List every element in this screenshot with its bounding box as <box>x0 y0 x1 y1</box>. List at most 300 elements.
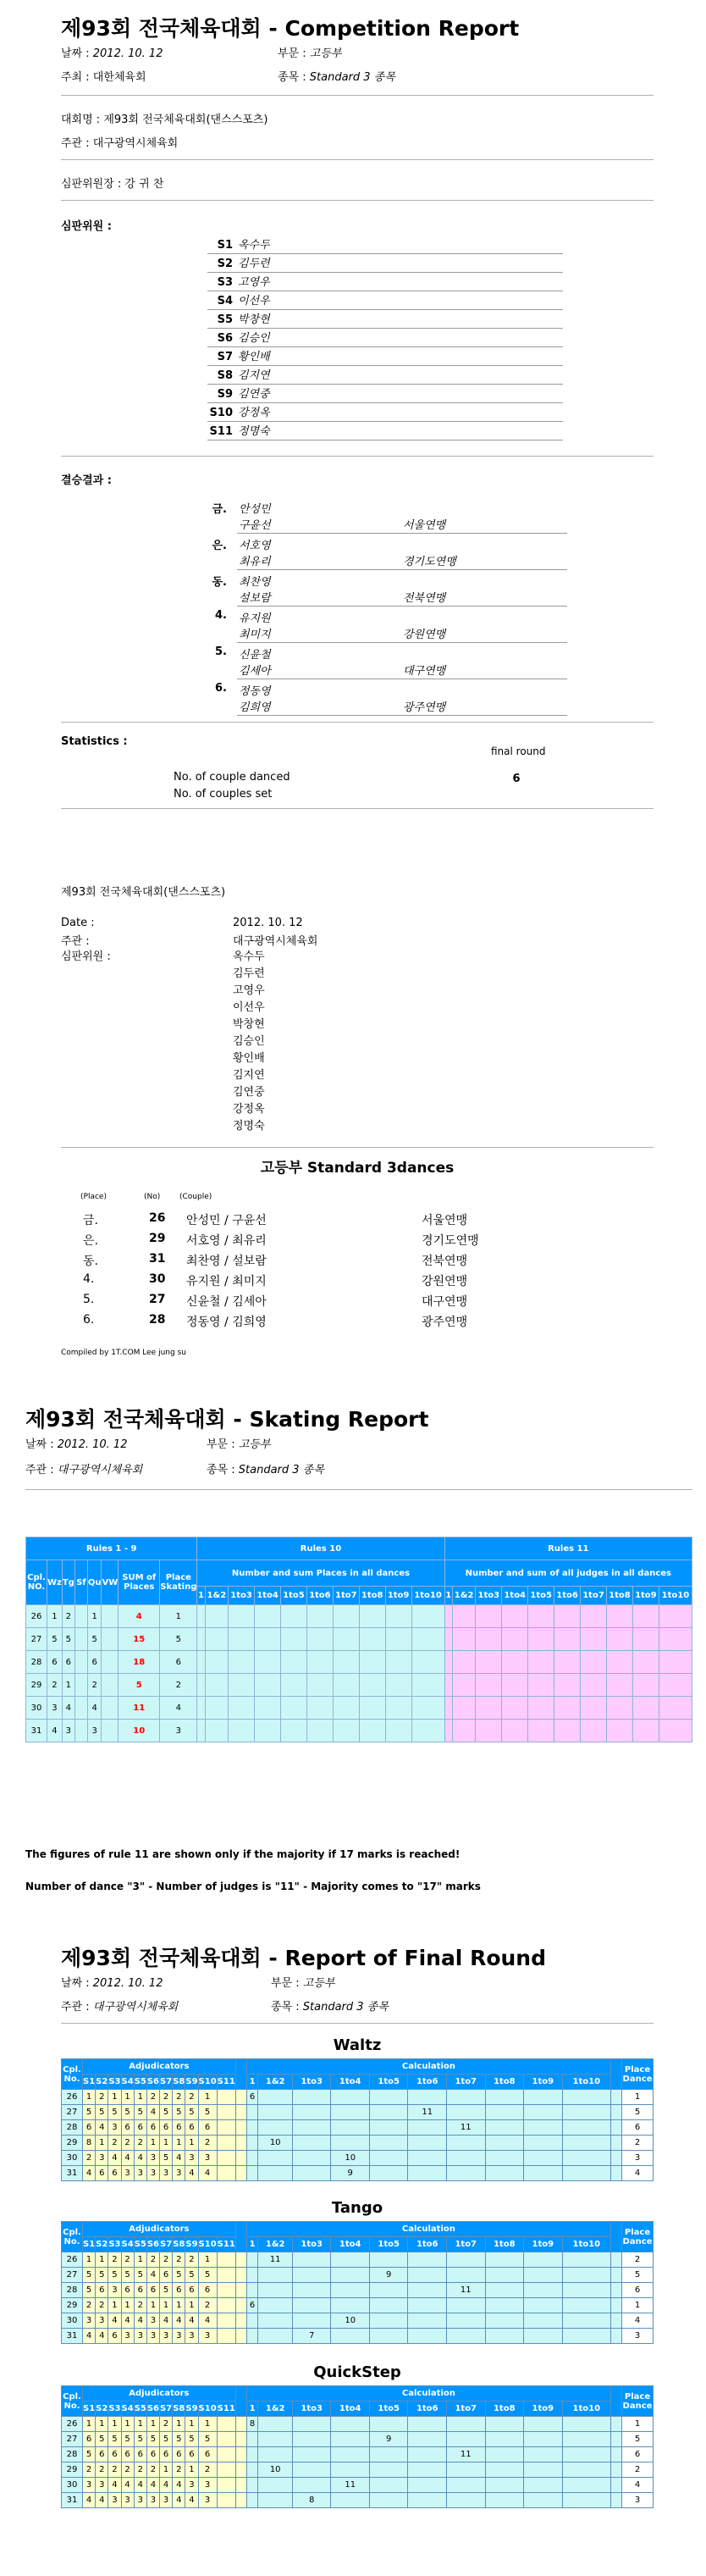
judge-mark: 6 <box>185 2120 198 2136</box>
rule11-cell <box>528 1605 554 1628</box>
calc-cell <box>562 2090 610 2105</box>
calc-col-header: 1to8 <box>485 2075 524 2090</box>
calc-cell <box>292 2298 331 2313</box>
calc-cell <box>369 2329 408 2344</box>
calc-col-header: 1to3 <box>292 2075 331 2090</box>
place-dance: 5 <box>622 2105 654 2120</box>
rule11-cell <box>452 1605 476 1628</box>
result-place: 4. <box>215 609 227 622</box>
calc-cell <box>446 2166 485 2181</box>
sum-of-places: 5 <box>119 1674 160 1697</box>
rule11-cell <box>632 1651 659 1674</box>
rule10-cell <box>411 1720 444 1742</box>
rule11-cell <box>476 1697 502 1720</box>
rule11-cell <box>554 1605 581 1628</box>
judge-mark: 3 <box>96 2478 108 2493</box>
calc-cell <box>485 2151 524 2166</box>
rule11-cell <box>606 1697 632 1720</box>
final-row <box>62 2417 654 2432</box>
judge-mark: 2 <box>121 2252 134 2268</box>
final-row <box>62 2432 654 2447</box>
final-org-label: 주관 : <box>61 2001 93 2014</box>
calc-cell <box>446 2298 485 2313</box>
judge-mark: 5 <box>121 2268 134 2283</box>
rule10-cell <box>359 1651 385 1674</box>
judge-mark: 3 <box>83 2313 96 2329</box>
result-divider <box>237 715 567 716</box>
judge-mark: 3 <box>121 2166 134 2181</box>
summary-judge-name: 강정옥 <box>233 1103 265 1116</box>
row-gap <box>235 2090 246 2105</box>
sum-header: SUM of Places <box>119 1560 160 1605</box>
result-partner: 김희영 <box>239 701 271 714</box>
row-gap <box>235 2493 246 2508</box>
dance-title: Tango <box>331 2199 383 2217</box>
result-row <box>186 682 567 717</box>
result-divider <box>237 533 567 534</box>
comp-date <box>61 44 163 60</box>
dance-place: 1 <box>47 1605 63 1628</box>
calc-cell <box>258 2329 292 2344</box>
skating-org-value: 대구광역시체육회 <box>57 1464 143 1476</box>
calc-col-header: 1to8 <box>359 1587 385 1605</box>
col-place-label: (Place) <box>80 1193 107 1201</box>
judge-mark: 4 <box>96 2329 108 2344</box>
place-dance-header: Place Dance <box>622 2059 654 2090</box>
calc-cell <box>562 2151 610 2166</box>
calc-cell <box>246 2432 258 2447</box>
final-row <box>62 2313 654 2329</box>
place-dance: 5 <box>622 2432 654 2447</box>
judge-mark: 5 <box>108 2432 121 2447</box>
judge-mark: 5 <box>185 2432 198 2447</box>
judge-mark: 6 <box>121 2283 134 2298</box>
judge-mark: 4 <box>173 2493 185 2508</box>
calc-col-header: 1to5 <box>369 2401 408 2417</box>
judge-mark <box>217 2090 235 2105</box>
judge-code: S9 <box>217 388 233 401</box>
couple-number: 29 <box>62 2298 83 2313</box>
calc-cell: 10 <box>258 2136 292 2151</box>
calc-cell <box>246 2313 258 2329</box>
judge-mark: 3 <box>198 2478 217 2493</box>
comp-division <box>278 44 341 60</box>
rule10-cell <box>359 1697 385 1720</box>
dance-place: 5 <box>47 1628 63 1651</box>
calc-cell: 11 <box>446 2283 485 2298</box>
calc-col-header: 1to8 <box>485 2237 524 2252</box>
calc-col-header: 1to6 <box>408 2075 447 2090</box>
summary-judge-name: 김지연 <box>233 1069 265 1082</box>
calc-col-header: 1to9 <box>524 2237 563 2252</box>
judge-mark: 5 <box>83 2283 96 2298</box>
judge-code: S7 <box>217 351 233 363</box>
couple-number: 31 <box>62 2493 83 2508</box>
calc-cell <box>408 2298 447 2313</box>
judge-mark: 6 <box>108 2166 121 2181</box>
calc-col-header: 1 <box>197 1587 205 1605</box>
judge-mark: 1 <box>198 2417 217 2432</box>
dance-place <box>74 1674 87 1697</box>
calc-cell <box>524 2298 563 2313</box>
calc-cell <box>369 2478 408 2493</box>
dance-place <box>102 1651 119 1674</box>
calc-col-header: 1to7 <box>446 2237 485 2252</box>
calc-cell <box>258 2478 292 2493</box>
calc-cell <box>331 2493 370 2508</box>
final-event-label: 종목 : <box>271 2001 303 2014</box>
rule11-cell <box>606 1605 632 1628</box>
calc-cell <box>562 2252 610 2268</box>
calc-cell <box>408 2447 447 2462</box>
placing-row <box>83 1293 591 1313</box>
rule10-cell <box>197 1628 205 1651</box>
result-club: 대구연맹 <box>403 665 446 678</box>
rule11-cell <box>444 1720 452 1742</box>
judge-mark: 1 <box>121 2090 134 2105</box>
summary-judge-name: 김승인 <box>233 1035 265 1048</box>
calc-cell <box>485 2313 524 2329</box>
calc-cell: 11 <box>446 2447 485 2462</box>
dance-title: Waltz <box>333 2036 382 2054</box>
rule11-cell <box>502 1720 528 1742</box>
calc-cell <box>446 2151 485 2166</box>
rule10-cell <box>205 1697 229 1720</box>
row-gap <box>611 2120 622 2136</box>
rule10-cell <box>306 1628 333 1651</box>
judge-col-header: S8 <box>173 2237 185 2252</box>
judge-code: S6 <box>217 332 233 345</box>
calc-cell <box>524 2447 563 2462</box>
rules11-header: Rules 11 <box>444 1537 692 1560</box>
judge-mark: 2 <box>134 2136 146 2151</box>
judge-name: 고영우 <box>238 276 270 289</box>
rule10-cell <box>197 1674 205 1697</box>
rules10-subheader: Number and sum Places in all dances <box>197 1560 444 1587</box>
rule10-cell <box>411 1628 444 1651</box>
rule10-cell <box>306 1605 333 1628</box>
calc-col-header: 1to4 <box>255 1587 281 1605</box>
rule10-cell <box>197 1720 205 1742</box>
rule11-cell <box>581 1697 607 1720</box>
result-row <box>186 536 567 572</box>
rule10-cell <box>197 1697 205 1720</box>
couple-number: 26 <box>62 2417 83 2432</box>
judge-mark: 2 <box>198 2462 217 2478</box>
calc-cell <box>485 2105 524 2120</box>
couple-number: 30 <box>62 2151 83 2166</box>
place-dance: 2 <box>622 2462 654 2478</box>
rule10-cell <box>255 1697 281 1720</box>
row-gap <box>611 2493 622 2508</box>
calc-cell <box>331 2462 370 2478</box>
place-skating: 6 <box>160 1651 197 1674</box>
placing-place: 4. <box>83 1272 95 1286</box>
calc-cell <box>408 2283 447 2298</box>
dance-place: 4 <box>47 1720 63 1742</box>
judge-mark: 4 <box>121 2478 134 2493</box>
skating-division-label: 부문 : <box>207 1438 239 1451</box>
rule10-cell <box>359 1628 385 1651</box>
summary-org: 대구광역시체육회 <box>233 935 318 948</box>
calc-col-header: 1to7 <box>446 2075 485 2090</box>
row-gap <box>235 2478 246 2493</box>
judge-mark: 3 <box>173 2166 185 2181</box>
header-gap <box>611 2386 622 2417</box>
judge-mark: 5 <box>134 2432 146 2447</box>
judge-row <box>207 273 563 291</box>
rule11-cell <box>444 1697 452 1720</box>
rule10-cell <box>280 1674 306 1697</box>
place-dance: 3 <box>622 2493 654 2508</box>
rule11-cell <box>528 1697 554 1720</box>
judge-name: 김연중 <box>238 388 270 401</box>
judge-mark: 2 <box>134 2462 146 2478</box>
rule11-cell <box>502 1697 528 1720</box>
calc-cell <box>331 2417 370 2432</box>
comp-name: 대회명 : 제93회 전국체육대회(댄스스포츠) <box>61 114 268 126</box>
judge-mark: 8 <box>83 2136 96 2151</box>
rule11-cell <box>554 1674 581 1697</box>
judge-mark: 3 <box>185 2478 198 2493</box>
calc-cell: 10 <box>258 2462 292 2478</box>
couple-number: 29 <box>26 1674 47 1697</box>
dance-place <box>74 1605 87 1628</box>
calc-cell <box>369 2151 408 2166</box>
dance-col-sf: Sf <box>74 1560 87 1605</box>
judge-mark: 5 <box>134 2105 146 2120</box>
calc-cell <box>292 2136 331 2151</box>
place-skating: 4 <box>160 1697 197 1720</box>
calc-cell <box>562 2136 610 2151</box>
cpl-header: Cpl. No. <box>62 2222 83 2252</box>
judge-mark: 3 <box>146 2493 159 2508</box>
calc-cell <box>331 2120 370 2136</box>
judge-mark: 1 <box>185 2462 198 2478</box>
placing-couple: 최찬영 / 설보람 <box>186 1255 267 1268</box>
judge-col-header: S5 <box>134 2237 146 2252</box>
calc-cell <box>562 2298 610 2313</box>
judge-mark: 3 <box>185 2151 198 2166</box>
calc-cell <box>485 2283 524 2298</box>
row-gap <box>611 2447 622 2462</box>
calc-col-header: 1to10 <box>659 1587 692 1605</box>
calc-cell <box>562 2166 610 2181</box>
summary-date: 2012. 10. 12 <box>233 917 303 929</box>
judge-code: S11 <box>209 425 233 438</box>
calc-cell <box>562 2417 610 2432</box>
judge-mark: 4 <box>108 2478 121 2493</box>
chief-judge: 심판위원장 : 강 귀 찬 <box>61 178 164 191</box>
calc-cell <box>562 2105 610 2120</box>
dance-place: 4 <box>62 1697 74 1720</box>
divider <box>61 456 654 457</box>
rule11-cell <box>452 1651 476 1674</box>
calc-cell <box>562 2329 610 2344</box>
place-skating: 5 <box>160 1628 197 1651</box>
rule11-cell <box>581 1651 607 1674</box>
judge-mark: 1 <box>108 2090 121 2105</box>
rule11-cell <box>476 1651 502 1674</box>
calc-cell <box>331 2105 370 2120</box>
judge-mark: 1 <box>108 2298 121 2313</box>
dance-place: 5 <box>62 1628 74 1651</box>
rule10-cell <box>333 1628 359 1651</box>
result-leader: 유지원 <box>239 612 271 625</box>
calc-col-header: 1to3 <box>229 1587 255 1605</box>
comp-date-label: 날짜 : <box>61 47 93 60</box>
judge-mark: 3 <box>146 2313 159 2329</box>
skating-table <box>25 1537 692 1742</box>
rule11-cell <box>659 1720 692 1742</box>
calc-col-header: 1to9 <box>524 2075 563 2090</box>
calc-cell <box>369 2090 408 2105</box>
calc-col-header: 1to6 <box>408 2237 447 2252</box>
rule10-cell <box>255 1628 281 1651</box>
calc-cell <box>292 2151 331 2166</box>
couple-number: 27 <box>62 2268 83 2283</box>
placing-couple: 안성민 / 구윤선 <box>186 1214 267 1227</box>
rule10-cell <box>229 1605 255 1628</box>
rule11-cell <box>452 1697 476 1720</box>
result-leader: 신윤철 <box>239 649 271 662</box>
summary-judge-name: 옥수두 <box>233 950 265 963</box>
calc-cell <box>258 2298 292 2313</box>
dance-col-qu: Qu <box>87 1560 102 1605</box>
calc-cell: 9 <box>369 2268 408 2283</box>
calc-cell <box>408 2329 447 2344</box>
placing-number: 29 <box>149 1232 166 1245</box>
calc-col-header: 1to5 <box>369 2237 408 2252</box>
judge-mark <box>217 2252 235 2268</box>
judge-mark: 6 <box>134 2447 146 2462</box>
skating-division <box>207 1435 270 1451</box>
rule11-cell <box>528 1628 554 1651</box>
result-club: 전북연맹 <box>403 592 446 605</box>
calc-cell <box>485 2090 524 2105</box>
place-dance: 4 <box>622 2166 654 2181</box>
calc-col-header: 1&2 <box>258 2237 292 2252</box>
calc-col-header: 1to10 <box>562 2075 610 2090</box>
calc-cell <box>562 2432 610 2447</box>
calc-cell: 10 <box>331 2151 370 2166</box>
judge-mark: 2 <box>108 2252 121 2268</box>
placing-number: 31 <box>149 1252 166 1266</box>
rule10-cell <box>205 1651 229 1674</box>
dance-title: QuickStep <box>313 2363 401 2381</box>
final-subheader-row <box>62 2075 654 2090</box>
rule11-cell <box>581 1605 607 1628</box>
place-dance: 6 <box>622 2283 654 2298</box>
header-gap <box>611 2222 622 2252</box>
row-gap <box>235 2166 246 2181</box>
final-row <box>62 2283 654 2298</box>
judge-mark <box>217 2417 235 2432</box>
rule11-cell <box>554 1697 581 1720</box>
skating-row <box>26 1628 692 1651</box>
calc-cell: 11 <box>408 2105 447 2120</box>
adjudicators-header: Adjudicators <box>83 2059 236 2075</box>
rule10-cell <box>411 1651 444 1674</box>
calc-cell <box>292 2090 331 2105</box>
calc-cell <box>292 2120 331 2136</box>
judge-code: S4 <box>217 295 233 307</box>
judge-mark: 4 <box>134 2478 146 2493</box>
place-dance: 1 <box>622 2417 654 2432</box>
judge-mark: 2 <box>160 2090 173 2105</box>
judge-mark: 5 <box>173 2105 185 2120</box>
final-row <box>62 2252 654 2268</box>
calc-cell <box>446 2268 485 2283</box>
rule11-cell <box>606 1720 632 1742</box>
judge-col-header: S2 <box>96 2237 108 2252</box>
judge-mark: 4 <box>160 2478 173 2493</box>
judge-mark <box>217 2493 235 2508</box>
judge-mark: 6 <box>198 2120 217 2136</box>
calc-cell <box>524 2252 563 2268</box>
judge-mark: 3 <box>96 2313 108 2329</box>
final-division-value: 고등부 <box>302 1977 335 1990</box>
calc-cell <box>446 2329 485 2344</box>
calc-cell <box>258 2447 292 2462</box>
calc-cell: 11 <box>446 2120 485 2136</box>
final-row <box>62 2298 654 2313</box>
row-gap <box>235 2151 246 2166</box>
judge-row <box>207 366 563 385</box>
calc-cell <box>246 2478 258 2493</box>
calc-col-header: 1to4 <box>331 2401 370 2417</box>
final-results-label: 결승결과 : <box>61 474 112 487</box>
row-gap <box>235 2120 246 2136</box>
dance-place <box>74 1651 87 1674</box>
calc-cell <box>524 2283 563 2298</box>
rule11-cell <box>502 1674 528 1697</box>
row-gap <box>235 2283 246 2298</box>
judge-mark: 5 <box>83 2268 96 2283</box>
rule11-cell <box>528 1720 554 1742</box>
rule11-cell <box>444 1628 452 1651</box>
judge-mark: 4 <box>83 2166 96 2181</box>
sum-of-places: 10 <box>119 1720 160 1742</box>
rule11-cell <box>528 1674 554 1697</box>
calc-cell <box>446 2432 485 2447</box>
calc-col-header: 1to5 <box>280 1587 306 1605</box>
rules10-header: Rules 10 <box>197 1537 444 1560</box>
rule10-cell <box>229 1674 255 1697</box>
calculation-header: Calculation <box>246 2386 610 2401</box>
adjudicators-header: Adjudicators <box>83 2386 236 2401</box>
dance-place: 3 <box>47 1697 63 1720</box>
judge-mark: 1 <box>185 2136 198 2151</box>
place-dance: 4 <box>622 2313 654 2329</box>
judge-col-header: S9 <box>185 2075 198 2090</box>
judge-mark: 2 <box>185 2090 198 2105</box>
judge-mark: 4 <box>108 2313 121 2329</box>
dance-place: 2 <box>47 1674 63 1697</box>
rule10-cell <box>280 1720 306 1742</box>
judge-mark: 5 <box>121 2105 134 2120</box>
judge-row <box>207 347 563 366</box>
calc-col-header: 1to6 <box>554 1587 581 1605</box>
calc-cell <box>258 2151 292 2166</box>
judge-mark: 4 <box>121 2313 134 2329</box>
row-gap <box>235 2105 246 2120</box>
judge-mark: 3 <box>185 2329 198 2344</box>
placing-row <box>83 1313 591 1333</box>
row-gap <box>611 2432 622 2447</box>
summary-date-label: Date : <box>61 917 95 929</box>
judge-mark: 5 <box>198 2432 217 2447</box>
